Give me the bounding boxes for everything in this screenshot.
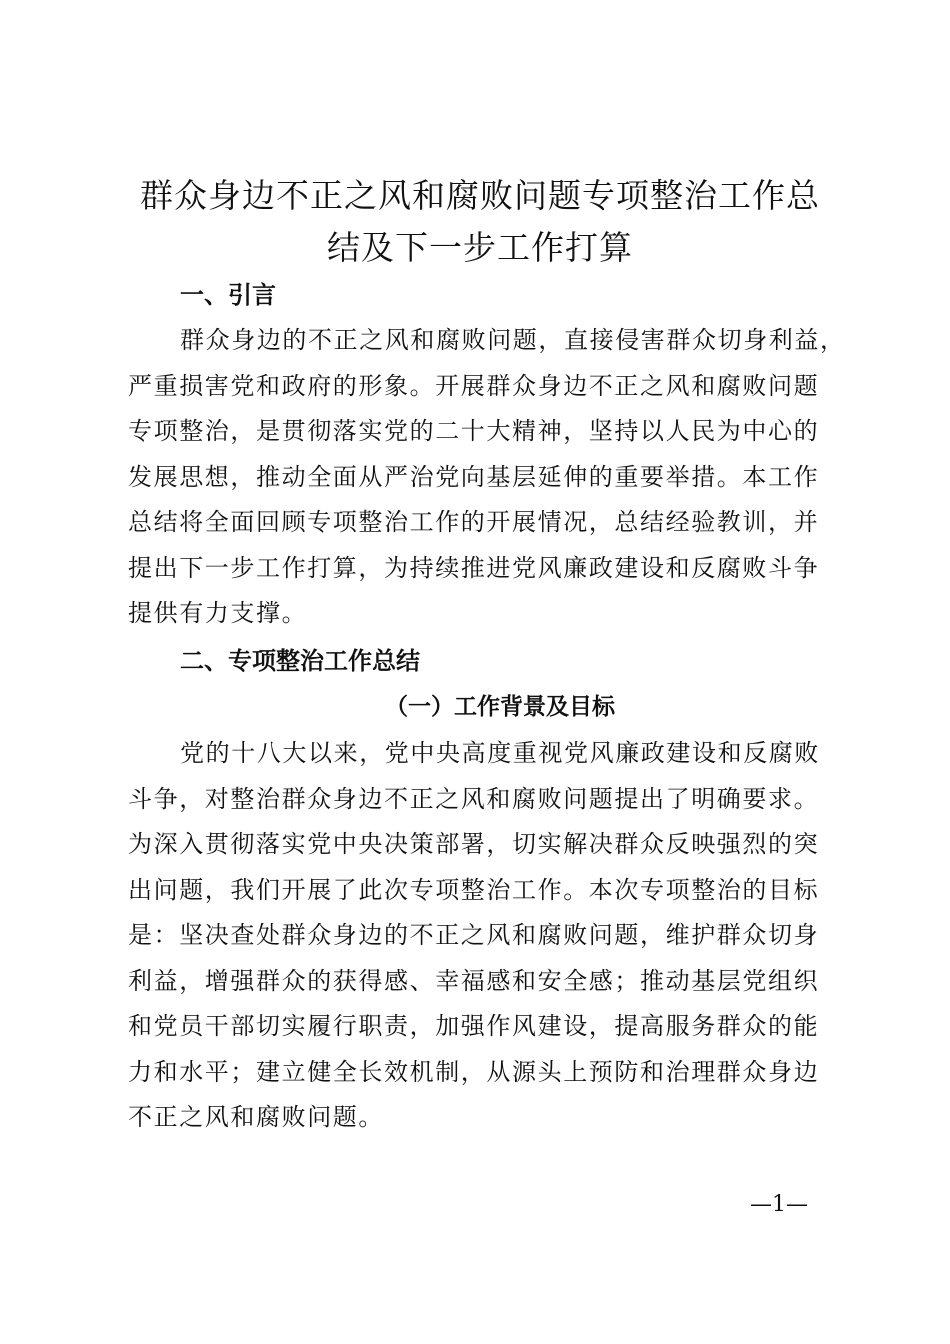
paragraph-line: 出问题，我们开展了此次专项整治工作。本次专项整治的目标 bbox=[128, 875, 820, 904]
paragraph-line: 利益，增强群众的获得感、幸福感和安全感；推动基层党组织 bbox=[128, 966, 820, 995]
introduction-paragraph bbox=[128, 318, 846, 637]
section-heading-summary: 二、专项整治工作总结 bbox=[180, 647, 420, 675]
title-line-2: 结及下一步工作打算 bbox=[327, 228, 633, 267]
subsection-heading-background: （一）工作背景及目标 bbox=[385, 693, 615, 720]
title-line-1: 群众身边不正之风和腐败问题专项整治工作总 bbox=[140, 176, 820, 215]
paragraph-line: 提出下一步工作打算，为持续推进党风廉政建设和反腐败斗争 bbox=[128, 553, 820, 582]
background-paragraph bbox=[128, 731, 828, 1141]
paragraph-line: 和党员干部切实履行职责，加强作风建设，提高服务群众的能 bbox=[128, 1012, 820, 1040]
paragraph-line: 专项整治，是贯彻落实党的二十大精神，坚持以人民为中心的 bbox=[128, 417, 820, 445]
document-title bbox=[120, 170, 840, 274]
paragraph-line: 斗争，对整治群众身边不正之风和腐败问题提出了明确要求。 bbox=[128, 784, 820, 813]
paragraph-line: 严重损害党和政府的形象。开展群众身边不正之风和腐败问题 bbox=[128, 371, 820, 400]
paragraph-line: 力和水平；建立健全长效机制，从源头上预防和治理群众身边 bbox=[128, 1057, 820, 1086]
paragraph-line: 为深入贯彻落实党中央决策部署，切实解决群众反映强烈的突 bbox=[128, 830, 820, 858]
paragraph-line: 是：坚决查处群众身边的不正之风和腐败问题，维护群众切身 bbox=[128, 921, 820, 949]
paragraph-line: 提供有力支撑。 bbox=[128, 599, 308, 627]
section-heading-introduction: 一、引言 bbox=[180, 281, 276, 309]
paragraph-line: 党的十八大以来，党中央高度重视党风廉政建设和反腐败 bbox=[180, 739, 820, 767]
page-number: —1— bbox=[750, 1192, 808, 1217]
paragraph-line: 发展思想，推动全面从严治党向基层延伸的重要举措。本工作 bbox=[128, 462, 820, 491]
paragraph-line: 不正之风和腐败问题。 bbox=[128, 1103, 384, 1131]
paragraph-line: 群众身边的不正之风和腐败问题，直接侵害群众切身利益， bbox=[180, 326, 846, 354]
paragraph-line: 总结将全面回顾专项整治工作的开展情况，总结经验教训，并 bbox=[128, 508, 820, 536]
